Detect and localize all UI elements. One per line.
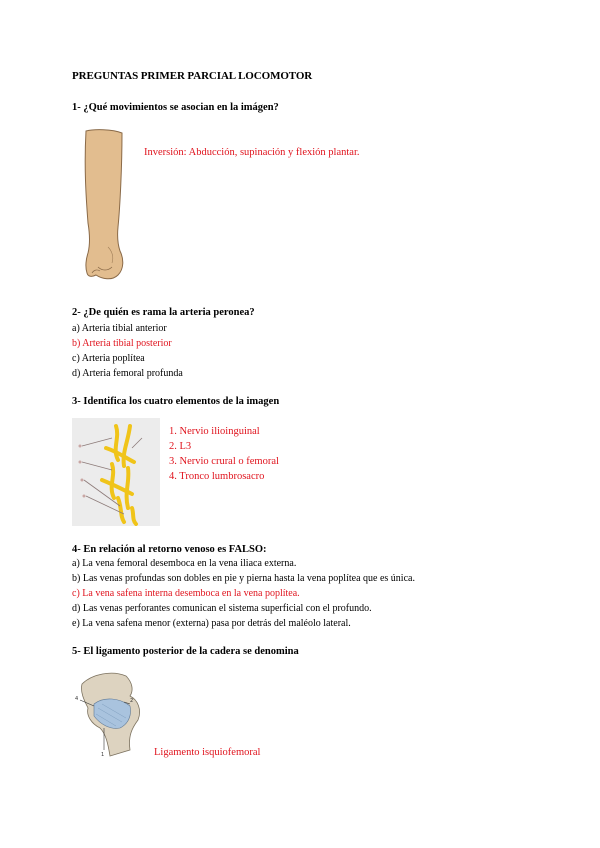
foot-inversion-image [78, 127, 128, 282]
answer-1: Inversión: Abducción, supinación y flexión plantar. [144, 147, 360, 158]
option-4e: e) La vena safena menor (externa) pasa por detrás del maléolo lateral. [72, 618, 351, 629]
option-4c-correct: c) La vena safena interna desemboca en la vena poplítea. [72, 588, 300, 599]
option-2b-correct: b) Arteria tibial posterior [72, 338, 172, 349]
option-2d: d) Arteria femoral profunda [72, 368, 183, 379]
answer-3-item-4: 4. Tronco lumbrosacro [169, 471, 265, 482]
question-3: 3- Identifica los cuatro elementos de la imagen [72, 396, 280, 407]
answer-3-item-1: 1. Nervio ilioinguinal [169, 426, 260, 437]
question-5: 5- El ligamento posterior de la cadera se denomina [72, 646, 299, 657]
option-4d: d) Las venas perforantes comunican el sistema superficial con el profundo. [72, 603, 372, 614]
answer-3-item-3: 3. Nervio crural o femoral [169, 456, 279, 467]
hip-ligament-image [72, 670, 152, 758]
option-4b: b) Las venas profundas son dobles en pie y pierna hasta la vena poplítea que es única. [72, 573, 415, 584]
option-2c: c) Arteria poplítea [72, 353, 145, 364]
question-2: 2- ¿De quién es rama la arteria peronea? [72, 307, 255, 318]
option-2a: a) Arteria tibial anterior [72, 323, 167, 334]
figure-label-1: 1 [101, 752, 105, 758]
page-title: PREGUNTAS PRIMER PARCIAL LOCOMOTOR [72, 70, 313, 82]
question-1: 1- ¿Qué movimientos se asocian en la imágen? [72, 102, 279, 113]
answer-3-list [169, 424, 279, 484]
figure-label-4: 4 [75, 696, 79, 702]
figure-label-2: 2 [130, 698, 134, 704]
lumbar-plexus-image [72, 418, 160, 526]
option-4a: a) La vena femoral desemboca en la vena iliaca externa. [72, 558, 297, 569]
answer-5: Ligamento isquiofemoral [154, 747, 261, 758]
question-4: 4- En relación al retorno venoso es FALSO: [72, 544, 267, 555]
answer-3-item-2: 2. L3 [169, 441, 192, 452]
